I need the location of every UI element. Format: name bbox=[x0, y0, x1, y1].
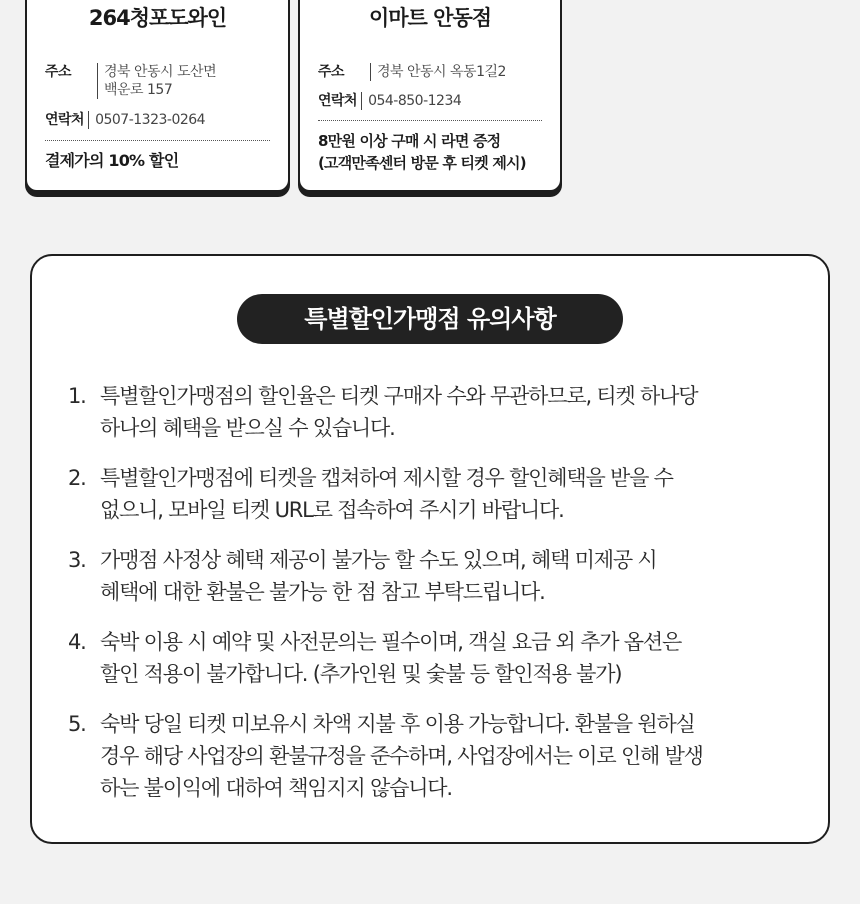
notice-line: 혜택에 대한 환불은 불가능 한 점 참고 부탁드립니다. bbox=[100, 580, 545, 604]
notice-item bbox=[68, 462, 788, 526]
notice-item bbox=[68, 626, 788, 690]
store-benefit: 결제가의 10% 할인 bbox=[45, 151, 179, 170]
address-label: 주소 bbox=[318, 64, 345, 80]
notice-list bbox=[68, 380, 788, 822]
notice-item-number: 4. bbox=[68, 630, 86, 654]
benefit-line-1: 8만원 이상 구매 시 라면 증정 bbox=[318, 132, 501, 150]
address-label: 주소 bbox=[45, 64, 72, 80]
notice-line: 특별할인가맹점의 할인율은 티켓 구매자 수와 무관하므로, 티켓 하나당 bbox=[100, 384, 698, 408]
notice-item-number: 1. bbox=[68, 384, 86, 408]
notice-item-number: 5. bbox=[68, 712, 86, 736]
card-divider bbox=[318, 120, 542, 121]
benefit-line-2: (고객만족센터 방문 후 티켓 제시) bbox=[318, 154, 526, 172]
notice-item-text bbox=[100, 380, 788, 444]
notice-line: 가맹점 사정상 혜택 제공이 불가능 할 수도 있으며, 혜택 미제공 시 bbox=[100, 548, 657, 572]
notice-item bbox=[68, 544, 788, 608]
notice-item-text bbox=[100, 708, 788, 804]
address-line-2: 백운로 157 bbox=[104, 82, 173, 98]
notice-item-text bbox=[100, 626, 788, 690]
contact-label: 연락처 bbox=[45, 112, 85, 128]
store-card-264-wine bbox=[25, 0, 290, 192]
contact-value: 054-850-1234 bbox=[361, 92, 461, 110]
store-name: 264청포도와인 bbox=[88, 6, 227, 30]
address-line-1: 경북 안동시 도산면 bbox=[104, 64, 217, 80]
contact-label: 연락처 bbox=[318, 93, 358, 109]
notice-item-number: 3. bbox=[68, 548, 86, 572]
notice-box bbox=[30, 254, 830, 844]
store-benefit bbox=[318, 130, 550, 174]
notice-line: 숙박 이용 시 예약 및 사전문의는 필수이며, 객실 요금 외 추가 옵션은 bbox=[100, 630, 682, 654]
notice-item bbox=[68, 708, 788, 804]
notice-item-text bbox=[100, 544, 788, 608]
store-contact-row bbox=[45, 110, 278, 130]
card-divider bbox=[45, 140, 270, 141]
store-address-row bbox=[45, 62, 278, 99]
notice-line: 숙박 당일 티켓 미보유시 차액 지불 후 이용 가능합니다. 환불을 원하실 bbox=[100, 712, 695, 736]
store-name: 이마트 안동점 bbox=[368, 6, 492, 30]
notice-line: 특별할인가맹점에 티켓을 캡쳐하여 제시할 경우 할인혜택을 받을 수 bbox=[100, 466, 673, 490]
address-value: 경북 안동시 옥동1길2 bbox=[370, 63, 506, 81]
address-value bbox=[97, 63, 216, 99]
contact-value: 0507-1323-0264 bbox=[88, 111, 205, 129]
store-address-row bbox=[318, 62, 550, 82]
notice-line: 경우 해당 사업장의 환불규정을 준수하며, 사업장에서는 이로 인해 발생 bbox=[100, 744, 703, 768]
notice-line: 하나의 혜택을 받으실 수 있습니다. bbox=[100, 416, 395, 440]
notice-item-number: 2. bbox=[68, 466, 86, 490]
notice-line: 없으니, 모바일 티켓 URL로 접속하여 주시기 바랍니다. bbox=[100, 498, 564, 522]
store-contact-row bbox=[318, 91, 550, 111]
notice-line: 할인 적용이 불가합니다. (추가인원 및 숯불 등 할인적용 불가) bbox=[100, 662, 622, 686]
notice-item bbox=[68, 380, 788, 444]
notice-title: 특별할인가맹점 유의사항 bbox=[237, 294, 623, 344]
notice-line: 하는 불이익에 대하여 책임지지 않습니다. bbox=[100, 776, 452, 800]
store-card-emart-andong bbox=[298, 0, 562, 192]
notice-item-text bbox=[100, 462, 788, 526]
